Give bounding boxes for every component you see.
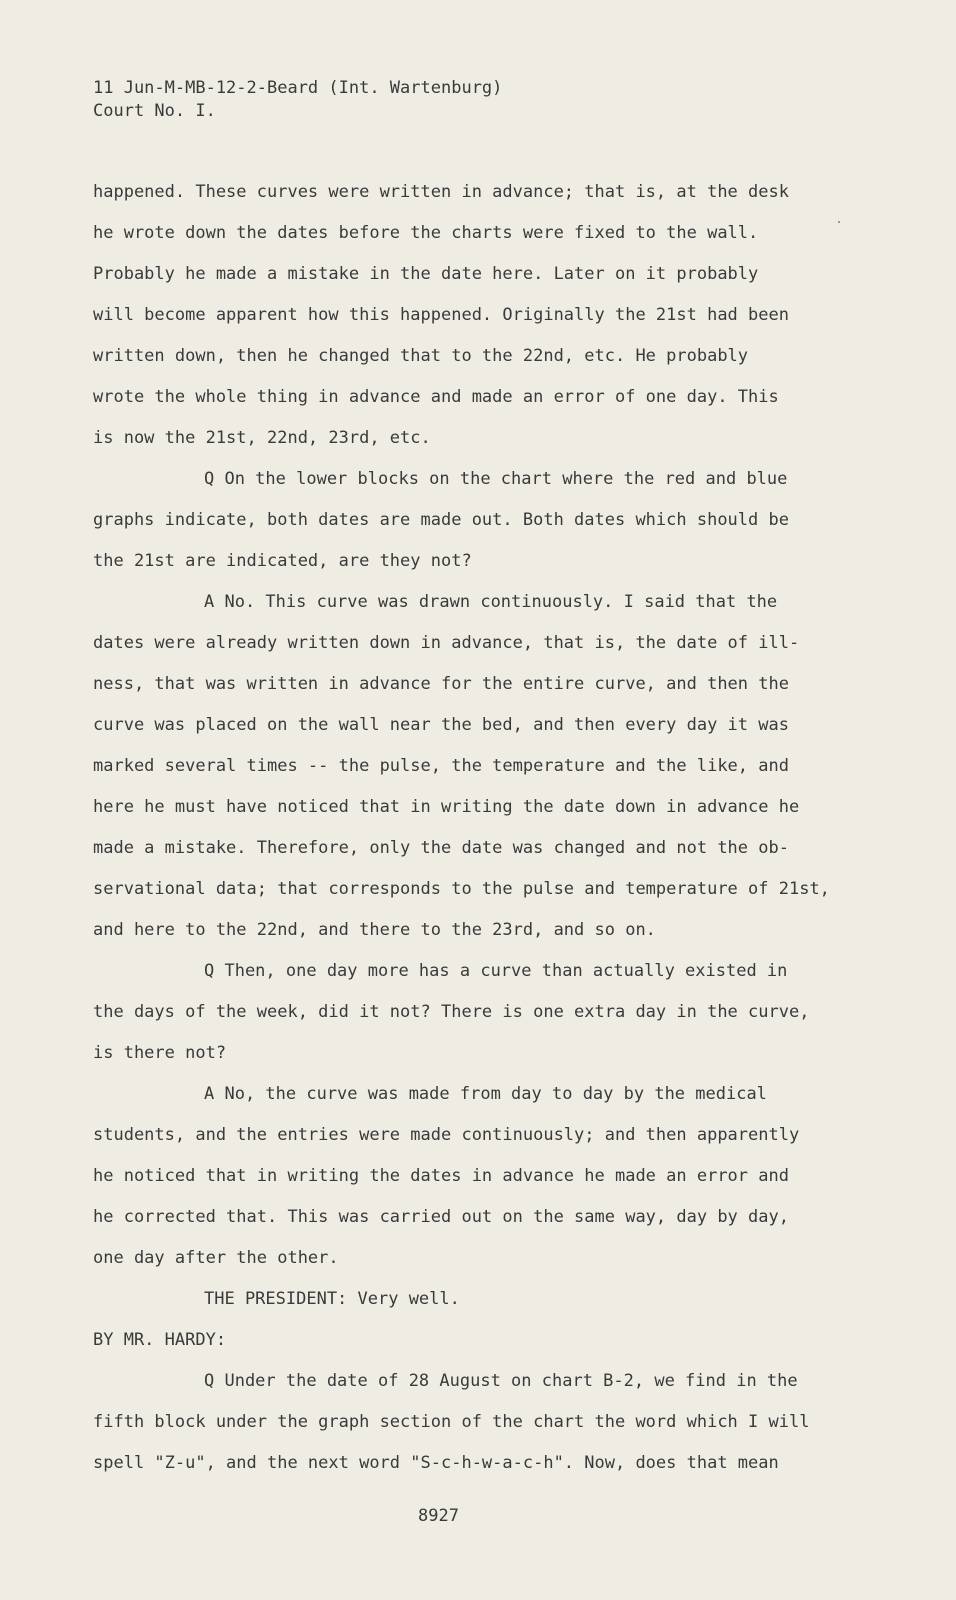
text-line: he corrected that. This was carried out on the same way, day by day, [93,1207,789,1227]
text-line: one day after the other. [93,1248,339,1268]
text-line: and here to the 22nd, and there to the 23rd, and so on. [93,920,656,940]
text-line: the days of the week, did it not? There is one extra day in the curve, [93,1002,810,1022]
page-number: 8927 [418,1506,459,1526]
examiner-line: BY MR. HARDY: [93,1330,227,1350]
text-line: made a mistake. Therefore, only the date was changed and not the ob- [93,838,789,858]
text-line: dates were already written down in advance, that is, the date of ill- [93,633,800,653]
text-line: wrote the whole thing in advance and made an error of one day. This [93,387,779,407]
text-line: will become apparent how this happened. Originally the 21st had been [93,305,789,325]
text-line: happened. These curves were written in advance; that is, at the desk [93,182,789,202]
header-court-number: Court No. I. [93,101,216,121]
answer-line: A No, the curve was made from day to day by the medical [204,1084,767,1104]
question-line: Q On the lower blocks on the chart where the red and blue [204,469,788,489]
text-line: marked several times -- the pulse, the temperature and the like, and [93,756,789,776]
answer-line: A No. This curve was drawn continuously. I said that the [204,592,778,612]
text-line: here he must have noticed that in writing the date down in advance he [93,797,800,817]
question-line: Q Then, one day more has a curve than actually existed in [204,961,788,981]
text-line: spell "Z-u", and the next word "S-c-h-w-a-c-h". Now, does that mean [93,1453,779,1473]
text-line: servational data; that corresponds to the pulse and temperature of 21st, [93,879,830,899]
text-line: he wrote down the dates before the charts were fixed to the wall. [93,223,759,243]
text-line: is now the 21st, 22nd, 23rd, etc. [93,428,431,448]
header-case-reference: 11 Jun-M-MB-12-2-Beard (Int. Wartenburg) [93,78,503,98]
text-line: fifth block under the graph section of the chart the word which I will [93,1412,810,1432]
text-line: curve was placed on the wall near the bed, and then every day it was [93,715,789,735]
text-line: graphs indicate, both dates are made out. Both dates which should be [93,510,789,530]
text-line: written down, then he changed that to the 22nd, etc. He probably [93,346,749,366]
stray-mark [838,221,840,223]
text-line: Probably he made a mistake in the date here. Later on it probably [93,264,759,284]
question-line: Q Under the date of 28 August on chart B-2, we find in the [204,1371,798,1391]
text-line: the 21st are indicated, are they not? [93,551,472,571]
document-header [93,77,502,123]
text-line: he noticed that in writing the dates in advance he made an error and [93,1166,789,1186]
text-line: ness, that was written in advance for the entire curve, and then the [93,674,789,694]
president-line: THE PRESIDENT: Very well. [204,1289,460,1309]
text-line: is there not? [93,1043,227,1063]
text-line: students, and the entries were made continuously; and then apparently [93,1125,800,1145]
